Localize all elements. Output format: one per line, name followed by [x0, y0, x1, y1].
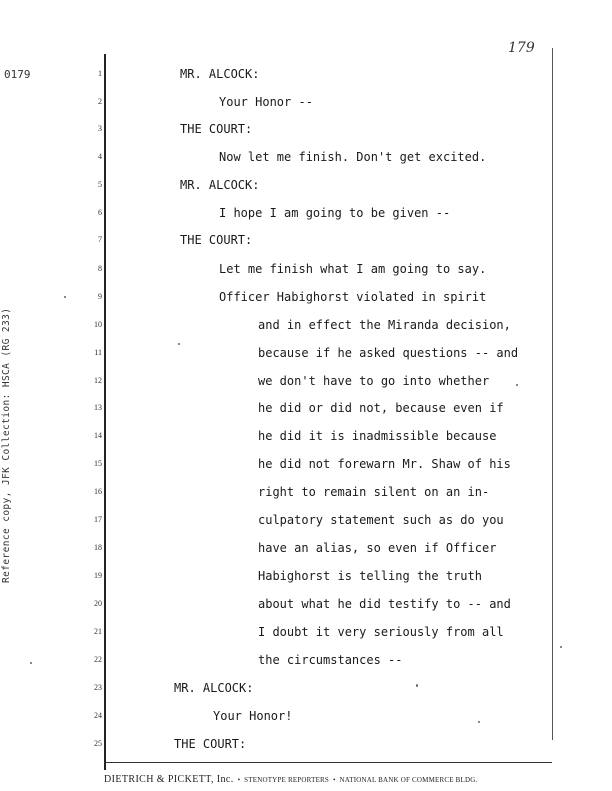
line-number: 5 — [98, 180, 102, 189]
line-number: 9 — [98, 292, 102, 301]
line-number: 3 — [98, 124, 102, 133]
scan-speck — [64, 296, 66, 298]
line-number: 21 — [94, 627, 102, 636]
transcript-line: Officer Habighorst violated in spirit — [219, 290, 487, 304]
line-number: 1 — [98, 69, 102, 78]
transcript-line: about what he did testify to -- and — [258, 597, 511, 611]
left-margin-rule — [104, 54, 106, 770]
scan-speck — [30, 662, 32, 664]
transcript-line: Let me finish what I am going to say. — [219, 262, 487, 276]
transcript-line: Now let me finish. Don't get excited. — [219, 150, 487, 164]
transcript-line: Your Honor -- — [219, 95, 313, 109]
line-number: 6 — [98, 208, 102, 217]
bottom-rule — [104, 762, 552, 763]
transcript-line: he did it is inadmissible because — [258, 429, 497, 443]
reporter-footer — [104, 774, 564, 785]
speaker-label: THE COURT: — [180, 233, 253, 247]
scan-speck — [416, 684, 418, 687]
line-number: 19 — [94, 571, 102, 580]
reporter-service: STENOTYPE REPORTERS — [244, 776, 330, 784]
transcript-line: I doubt it very seriously from all — [258, 625, 504, 639]
line-number: 14 — [94, 431, 102, 440]
scan-speck — [516, 384, 518, 386]
speaker-label: THE COURT: — [180, 122, 253, 136]
transcript-line: he did or did not, because even if — [258, 401, 504, 415]
scan-speck — [560, 646, 562, 648]
line-number: 15 — [94, 459, 102, 468]
transcript-line: I hope I am going to be given -- — [219, 206, 451, 220]
scan-speck — [478, 721, 480, 723]
transcript-line: culpatory statement such as do you — [258, 513, 504, 527]
line-number: 10 — [94, 320, 102, 329]
transcript-line: Your Honor! — [213, 709, 293, 723]
line-number: 25 — [94, 739, 102, 748]
line-number: 13 — [94, 403, 102, 412]
transcript-line: and in effect the Miranda decision, — [258, 318, 511, 332]
transcript-line: right to remain silent on an in- — [258, 485, 490, 499]
line-number: 18 — [94, 543, 102, 552]
line-number: 12 — [94, 376, 102, 385]
transcript-line: he did not forewarn Mr. Shaw of his — [258, 457, 511, 471]
page-number: 179 — [508, 40, 535, 56]
transcript-line: the circumstances -- — [258, 653, 403, 667]
line-number: 8 — [98, 264, 102, 273]
line-number: 16 — [94, 487, 102, 496]
speaker-label: MR. ALCOCK: — [180, 178, 260, 192]
line-number: 7 — [98, 235, 102, 244]
transcript-line: we don't have to go into whether — [258, 374, 490, 388]
archive-stamp: Reference copy, JFK Collection: HSCA (RG 233) — [1, 307, 12, 583]
line-number: 20 — [94, 599, 102, 608]
line-number: 23 — [94, 683, 102, 692]
line-number: 2 — [98, 97, 102, 106]
speaker-label: MR. ALCOCK: — [180, 67, 260, 81]
line-number: 4 — [98, 152, 102, 161]
line-number: 22 — [94, 655, 102, 664]
transcript-line: Habighorst is telling the truth — [258, 569, 482, 583]
line-number: 11 — [94, 348, 102, 357]
right-margin-rule — [552, 48, 553, 740]
line-number: 24 — [94, 711, 102, 720]
reporter-address: NATIONAL BANK OF COMMERCE BLDG. — [339, 776, 478, 784]
transcript-line: have an alias, so even if Officer — [258, 541, 497, 555]
footer-bullet: • — [332, 776, 336, 784]
footer-bullet: • — [237, 776, 241, 784]
reporter-firm: DIETRICH & PICKETT, Inc. — [104, 774, 234, 785]
line-number: 17 — [94, 515, 102, 524]
speaker-label: MR. ALCOCK: — [174, 681, 254, 695]
scan-speck — [178, 343, 180, 345]
speaker-label: THE COURT: — [174, 737, 247, 751]
transcript-line: because if he asked questions -- and — [258, 346, 519, 360]
document-id: 0179 — [4, 68, 31, 81]
